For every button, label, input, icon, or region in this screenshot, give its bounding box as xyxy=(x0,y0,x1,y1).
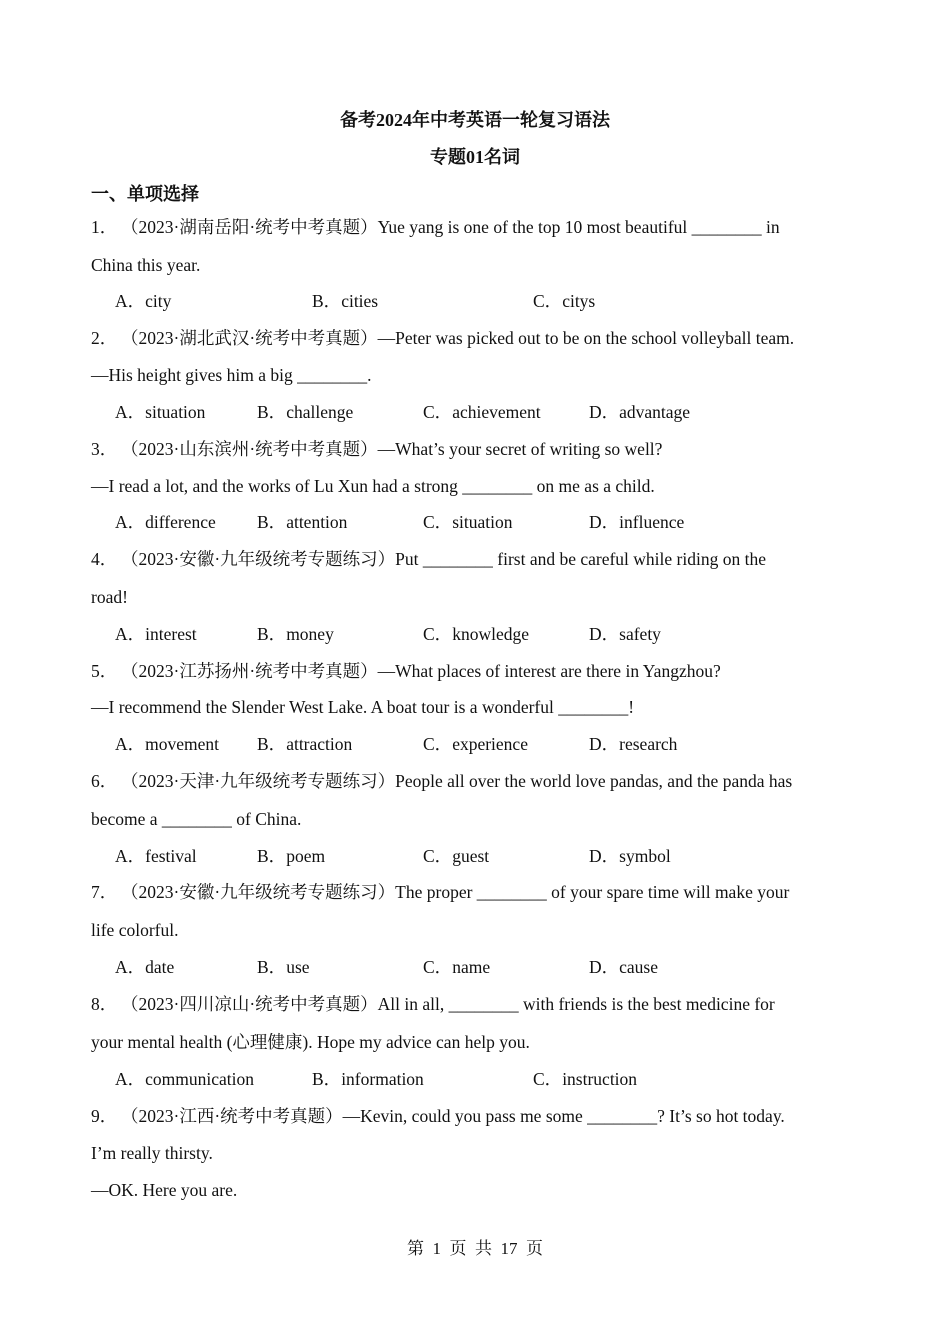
question-1-option-c: C．citys xyxy=(533,291,596,311)
document-subtitle: 专题01名词 xyxy=(430,147,520,167)
question-text: The proper ________ of your spare time will make your xyxy=(395,882,790,902)
question-source: （2023·江苏扬州·统考中考真题） xyxy=(121,661,378,681)
question-source: （2023·安徽·九年级统考专题练习） xyxy=(121,882,396,902)
question-1-line-1 xyxy=(91,216,866,238)
question-8-line-1 xyxy=(91,993,866,1015)
question-3-option-c: C．situation xyxy=(423,512,513,532)
question-text: Yue yang is one of the top 10 most beautiful ________ in xyxy=(377,217,780,237)
question-8-option-c: C．instruction xyxy=(533,1069,638,1089)
question-number: 4． xyxy=(91,549,118,569)
question-8-option-a: A．communication xyxy=(115,1069,255,1089)
question-number: 1． xyxy=(91,217,118,237)
question-3-option-b: B．attention xyxy=(257,512,348,532)
question-4-line-1 xyxy=(91,548,866,570)
question-text: —What’s your secret of writing so well? xyxy=(377,439,663,459)
question-3-line-2: —I read a lot, and the works of Lu Xun had a strong ________ on me as a child. xyxy=(91,476,655,496)
question-number: 8． xyxy=(91,994,118,1014)
question-5-line-2: —I recommend the Slender West Lake. A boat tour is a wonderful ________! xyxy=(91,697,635,717)
question-6-option-b: B．poem xyxy=(257,846,326,866)
document-title: 备考2024年中考英语一轮复习语法 xyxy=(340,110,610,130)
question-8-option-b: B．information xyxy=(312,1069,424,1089)
question-9-line-2: I’m really thirsty. xyxy=(91,1143,213,1163)
question-6-option-c: C．guest xyxy=(423,846,490,866)
question-1-line-2: China this year. xyxy=(91,255,201,275)
question-2-line-1 xyxy=(91,327,866,349)
question-5-line-1 xyxy=(91,660,866,682)
question-5-option-d: D．research xyxy=(589,734,678,754)
question-3-option-a: A．difference xyxy=(115,512,216,532)
question-source: （2023·江西·统考中考真题） xyxy=(121,1106,343,1126)
question-source: （2023·四川凉山·统考中考真题） xyxy=(121,994,378,1014)
question-number: 2． xyxy=(91,328,118,348)
question-7-option-c: C．name xyxy=(423,957,491,977)
question-4-option-b: B．money xyxy=(257,624,334,644)
question-source: （2023·山东滨州·统考中考真题） xyxy=(121,439,378,459)
question-1-option-a: A．city xyxy=(115,291,172,311)
question-text: —Kevin, could you pass me some ________? It’s so hot today. xyxy=(342,1106,785,1126)
question-source: （2023·湖南岳阳·统考中考真题） xyxy=(121,217,378,237)
question-source: （2023·安徽·九年级统考专题练习） xyxy=(121,549,396,569)
question-2-option-b: B．challenge xyxy=(257,402,354,422)
question-7-line-1 xyxy=(91,881,866,903)
question-number: 6． xyxy=(91,771,118,791)
question-7-option-a: A．date xyxy=(115,957,175,977)
question-2-option-d: D．advantage xyxy=(589,402,691,422)
question-5-option-a: A．movement xyxy=(115,734,220,754)
question-5-option-b: B．attraction xyxy=(257,734,353,754)
section-heading: 一、单项选择 xyxy=(91,184,199,204)
question-9-line-3: —OK. Here you are. xyxy=(91,1180,238,1200)
question-5-option-c: C．experience xyxy=(423,734,528,754)
page-footer: 第 1 页 共 17 页 xyxy=(407,1239,543,1258)
question-source: （2023·湖北武汉·统考中考真题） xyxy=(121,328,378,348)
question-source: （2023·天津·九年级统考专题练习） xyxy=(121,771,396,791)
question-2-line-2: —His height gives him a big ________. xyxy=(91,365,372,385)
question-4-line-2: road! xyxy=(91,587,128,607)
question-text: All in all, ________ with friends is the best medicine for xyxy=(377,994,775,1014)
question-text: —Peter was picked out to be on the school volleyball team. xyxy=(377,328,795,348)
question-1-option-b: B．cities xyxy=(312,291,379,311)
question-4-option-a: A．interest xyxy=(115,624,197,644)
question-6-line-2: become a ________ of China. xyxy=(91,809,302,829)
question-text: People all over the world love pandas, and the panda has xyxy=(395,771,793,791)
question-text: —What places of interest are there in Yangzhou? xyxy=(377,661,721,681)
question-4-option-d: D．safety xyxy=(589,624,661,644)
question-7-option-b: B．use xyxy=(257,957,310,977)
question-number: 9． xyxy=(91,1106,118,1126)
question-9-line-1 xyxy=(91,1105,866,1127)
question-text: Put ________ first and be careful while riding on the xyxy=(395,549,766,569)
question-7-line-2: life colorful. xyxy=(91,920,179,940)
question-8-line-2: your mental health (心理健康). Hope my advice can help you. xyxy=(91,1032,530,1052)
question-6-option-a: A．festival xyxy=(115,846,197,866)
question-number: 5． xyxy=(91,661,118,681)
question-3-line-1 xyxy=(91,438,866,460)
question-number: 3． xyxy=(91,439,118,459)
question-6-option-d: D．symbol xyxy=(589,846,671,866)
question-4-option-c: C．knowledge xyxy=(423,624,529,644)
question-3-option-d: D．influence xyxy=(589,512,685,532)
question-6-line-1 xyxy=(91,770,866,792)
question-number: 7． xyxy=(91,882,118,902)
question-7-option-d: D．cause xyxy=(589,957,659,977)
question-2-option-c: C．achievement xyxy=(423,402,541,422)
question-2-option-a: A．situation xyxy=(115,402,206,422)
